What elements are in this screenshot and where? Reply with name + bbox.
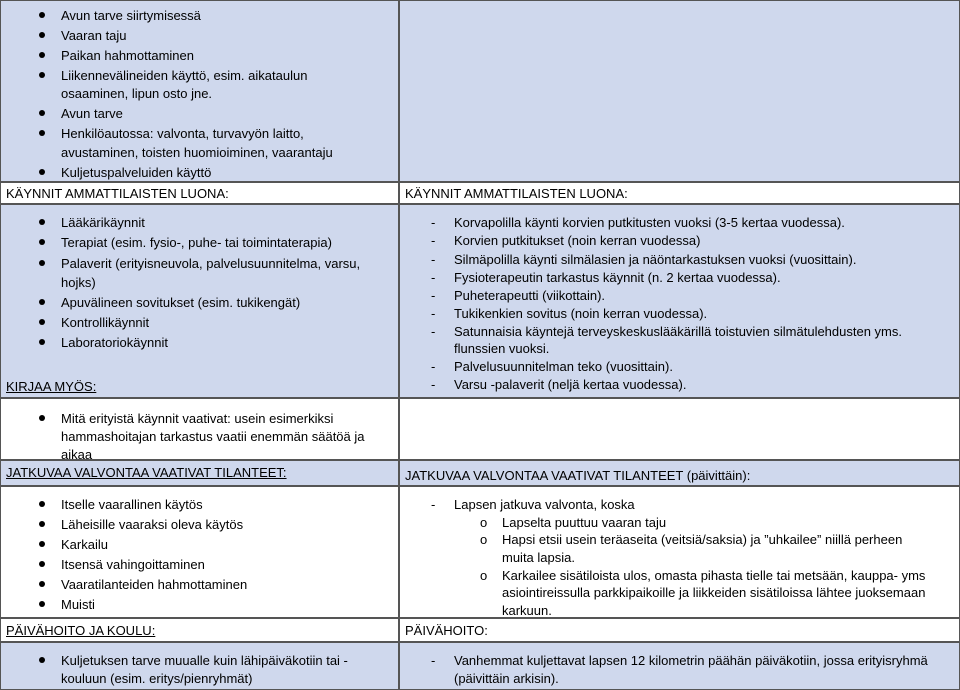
list-item: Kontrollikäynnit bbox=[61, 315, 150, 330]
list-item-continued: flunssien vuoksi. bbox=[454, 341, 550, 356]
section-header: JATKUVAA VALVONTAA VAATIVAT TILANTEET: bbox=[6, 465, 287, 480]
list-item: Muisti bbox=[61, 597, 95, 612]
list-item: Vaaran taju bbox=[61, 28, 127, 43]
list-item-continued: hojks) bbox=[61, 275, 96, 290]
list-item-continued: kouluun (esim. eritys/pienryhmät) bbox=[61, 671, 253, 686]
row-header-jatkuvaa bbox=[0, 460, 960, 486]
cell-kirjaa-right bbox=[399, 398, 960, 460]
row-header-ammattilaiset bbox=[0, 182, 960, 204]
cell-header-right bbox=[399, 460, 960, 486]
sub-marker: o bbox=[480, 568, 488, 583]
list-item: Itsensä vahingoittaminen bbox=[61, 557, 205, 572]
dash-marker: - bbox=[431, 270, 436, 285]
dash-marker: - bbox=[431, 252, 436, 267]
list-item: Lääkärikäynnit bbox=[61, 215, 145, 230]
cell-header-right bbox=[399, 618, 960, 642]
list-item: Tukikenkien sovitus (noin kerran vuodessa). bbox=[454, 306, 708, 321]
list-item: Lapsen jatkuva valvonta, koska bbox=[454, 497, 635, 512]
list-item: Fysioterapeutin tarkastus käynnit (n. 2 kertaa vuodessa). bbox=[454, 270, 781, 285]
section-header: PÄIVÄHOITO: bbox=[405, 623, 488, 638]
dash-marker: - bbox=[431, 306, 436, 321]
dash-marker: - bbox=[431, 653, 436, 668]
section-header: PÄIVÄHOITO JA KOULU: bbox=[6, 623, 156, 638]
list-item: Läheisille vaaraksi oleva käytös bbox=[61, 517, 244, 532]
cell-top-right bbox=[399, 0, 960, 182]
row-kirjaa bbox=[0, 398, 960, 460]
cell-header-left bbox=[0, 618, 399, 642]
list-item: Avun tarve bbox=[61, 106, 123, 121]
row-top bbox=[0, 0, 960, 182]
list-item-continued: hammashoitajan tarkastus vaatii enemmän säätöä ja bbox=[61, 429, 365, 444]
sub-list-item: Lapselta puuttuu vaaran taju bbox=[502, 515, 667, 530]
section-header: KÄYNNIT AMMATTILAISTEN LUONA: bbox=[6, 186, 229, 201]
list-item: Kuljetuspalveluiden käyttö bbox=[61, 165, 212, 180]
list-item: Apuvälineen sovitukset (esim. tukikengät) bbox=[61, 295, 301, 310]
list-item: Paikan hahmottaminen bbox=[61, 48, 194, 63]
sub-list-item: Karkailee sisätiloista ulos, omasta pihasta tielle tai metsään, kauppa- yms bbox=[502, 568, 926, 583]
row-jatkuvaa bbox=[0, 486, 960, 618]
list-item: Avun tarve siirtymisessä bbox=[61, 8, 201, 23]
list-item-continued: (päivittäin arkisin). bbox=[454, 671, 559, 686]
dash-marker: - bbox=[431, 215, 436, 230]
row-ammattilaiset bbox=[0, 204, 960, 398]
sub-list-item-continued: muita lapsia. bbox=[502, 550, 575, 565]
list-item: Liikennevälineiden käyttö, esim. aikataulun bbox=[61, 68, 308, 83]
cell-kirjaa-left bbox=[0, 398, 399, 460]
list-item: Laboratoriokäynnit bbox=[61, 335, 168, 350]
dash-marker: - bbox=[431, 233, 436, 248]
list-item: Palaverit (erityisneuvola, palvelusuunnitelma, varsu, bbox=[61, 256, 361, 271]
list-item-continued: osaaminen, lipun osto jne. bbox=[61, 86, 213, 101]
cell-ammattilaiset-right bbox=[399, 204, 960, 398]
list-item: Korvapolilla käynti korvien putkitusten vuoksi (3-5 kertaa vuodessa). bbox=[454, 215, 845, 230]
list-item: Kuljetuksen tarve muualle kuin lähipäiväkotiin tai - bbox=[61, 653, 348, 668]
dash-marker: - bbox=[431, 377, 436, 392]
list-item-continued: aikaa bbox=[61, 447, 93, 460]
dash-marker: - bbox=[431, 497, 436, 512]
list-item: Vanhemmat kuljettavat lapsen 12 kilometrin päähän päiväkotiin, jossa erityisryhmä bbox=[454, 653, 928, 668]
cell-paivahoito-right bbox=[399, 642, 960, 690]
cell-jatkuvaa-left bbox=[0, 486, 399, 618]
row-header-paivahoito bbox=[0, 618, 960, 642]
list-item: Puheterapeutti (viikottain). bbox=[454, 288, 606, 303]
dash-marker: - bbox=[431, 288, 436, 303]
cell-header-right bbox=[399, 182, 960, 204]
section-header: JATKUVAA VALVONTAA VAATIVAT TILANTEET (päivittäin): bbox=[405, 468, 751, 483]
list-item: Korvien putkitukset (noin kerran vuodessa) bbox=[454, 233, 701, 248]
sub-marker: o bbox=[480, 515, 488, 530]
list-item: Satunnaisia käyntejä terveyskeskuslääkärillä toistuvien silmätulehdusten yms. bbox=[454, 324, 902, 339]
list-item: Palvelusuunnitelman teko (vuosittain). bbox=[454, 359, 673, 374]
dash-marker: - bbox=[431, 324, 436, 339]
list-item: Varsu -palaverit (neljä kertaa vuodessa). bbox=[454, 377, 687, 392]
cell-header-left bbox=[0, 182, 399, 204]
cell-top-left bbox=[0, 0, 399, 182]
sub-list-item-continued: asiointireissulla parkkipaikoille ja liikkeiden sisätiloissa lähtee juoksemaan bbox=[502, 585, 926, 600]
cell-jatkuvaa-right bbox=[399, 486, 960, 618]
cell-paivahoito-left bbox=[0, 642, 399, 690]
list-item: Karkailu bbox=[61, 537, 108, 552]
cell-ammattilaiset-left bbox=[0, 204, 399, 398]
cell-header-left bbox=[0, 460, 399, 486]
list-item: Henkilöautossa: valvonta, turvavyön laitto, bbox=[61, 126, 304, 141]
sub-marker: o bbox=[480, 532, 488, 547]
dash-marker: - bbox=[431, 359, 436, 374]
list-item: Silmäpolilla käynti silmälasien ja näöntarkastuksen vuoksi (vuosittain). bbox=[454, 252, 857, 267]
list-item: Itselle vaarallinen käytös bbox=[61, 497, 203, 512]
list-item: Mitä erityistä käynnit vaativat: usein esimerkiksi bbox=[61, 411, 334, 426]
list-item: Vaaratilanteiden hahmottaminen bbox=[61, 577, 248, 592]
list-item-continued: avustaminen, toisten huomioiminen, vaarantaju bbox=[61, 145, 333, 160]
row-paivahoito bbox=[0, 642, 960, 690]
sub-list-item: Hapsi etsii usein teräaseita (veitsiä/saksia) ja ”uhkailee” niillä perheen bbox=[502, 532, 903, 547]
list-item: Terapiat (esim. fysio-, puhe- tai toimintaterapia) bbox=[61, 235, 332, 250]
section-header: KIRJAA MYÖS: bbox=[6, 379, 97, 394]
section-header: KÄYNNIT AMMATTILAISTEN LUONA: bbox=[405, 186, 628, 201]
sub-list-item-continued: karkuun. bbox=[502, 603, 552, 618]
